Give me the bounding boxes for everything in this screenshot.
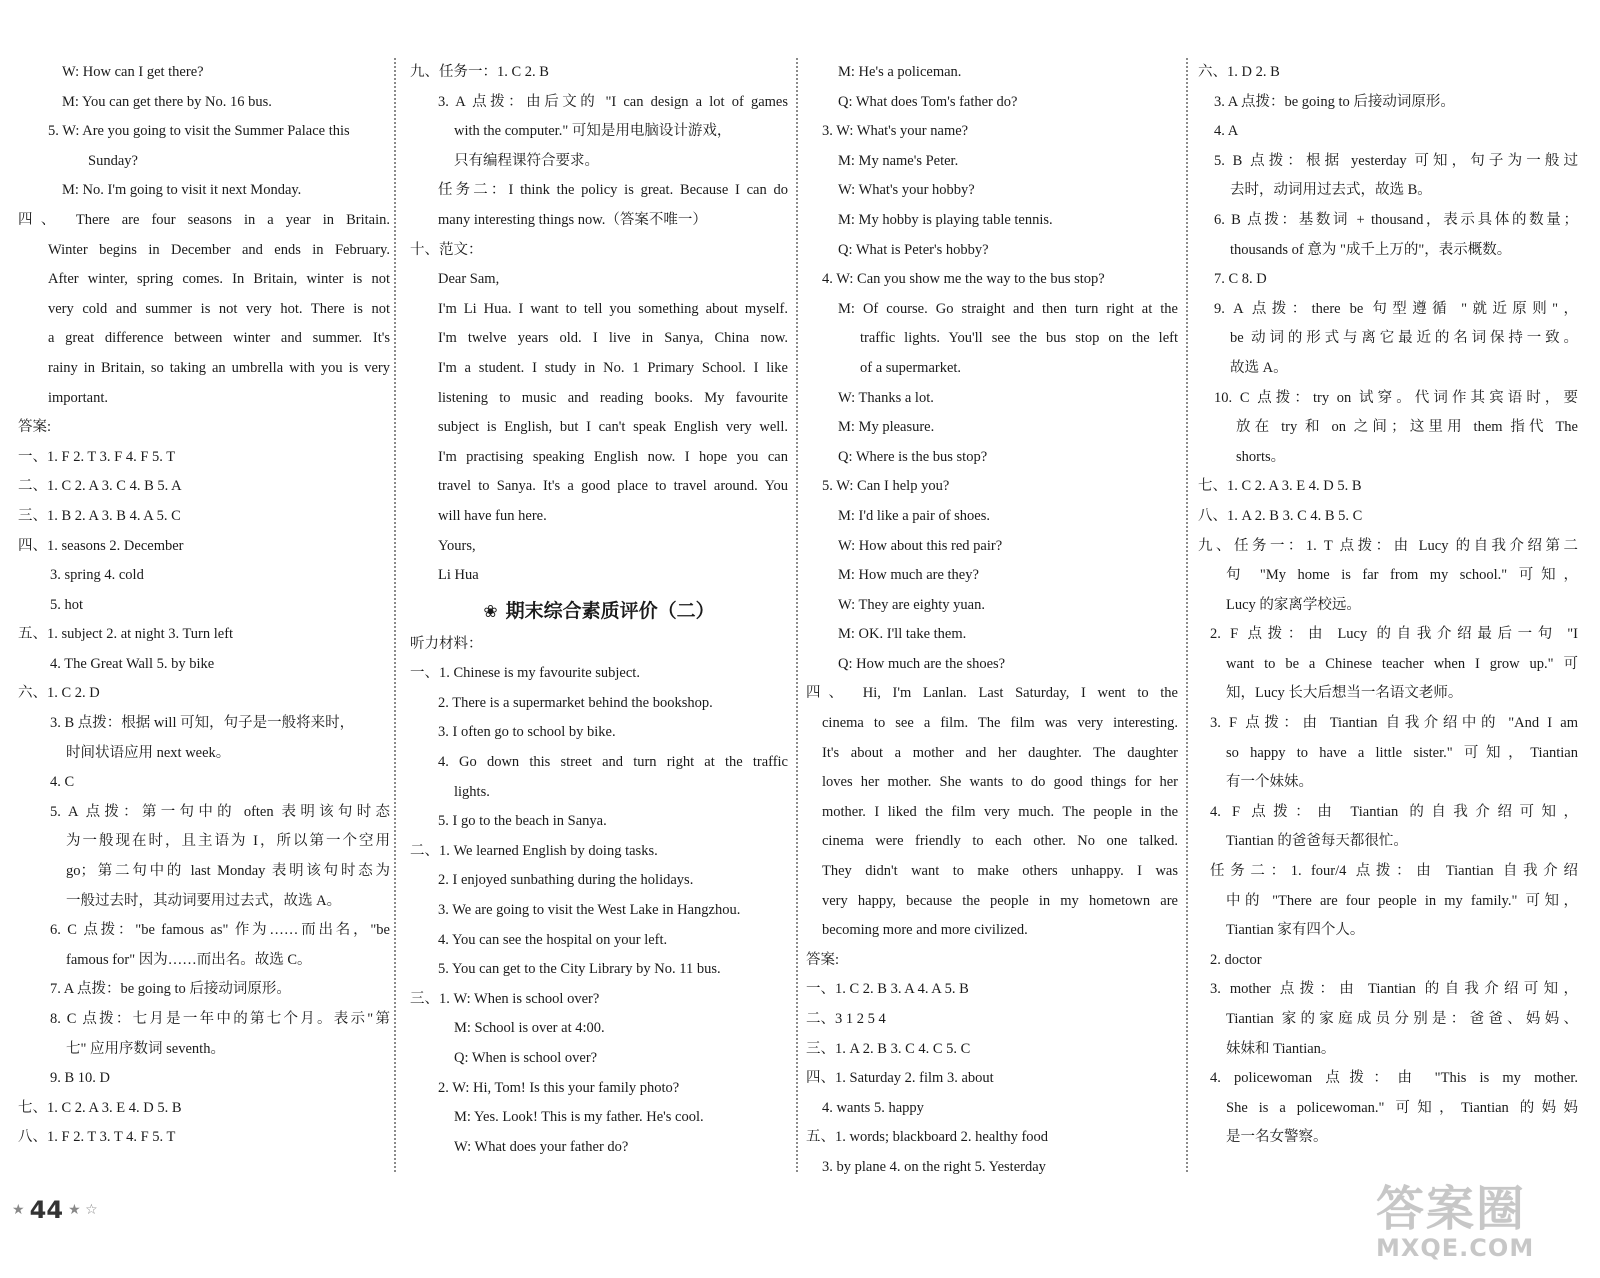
text-line: many interesting things now.（答案不唯一） bbox=[438, 211, 707, 228]
text-line: 6. C 点拨："be famous as" 作为……而出名，"be bbox=[50, 922, 390, 939]
text-line: M: My pleasure. bbox=[838, 419, 935, 436]
text-line: 4. The Great Wall 5. by bike bbox=[50, 655, 215, 672]
text-line: W: What's your hobby? bbox=[838, 182, 975, 199]
text-line: important. bbox=[48, 389, 109, 406]
watermark-text: 答案圈 bbox=[1376, 1181, 1527, 1237]
text-line: 是一名女警察。 bbox=[1226, 1129, 1328, 1146]
text-line: 七、1. C 2. A 3. E 4. D 5. B bbox=[1198, 478, 1362, 495]
text-line: 9. A 点拨：there be 句型遵循 "就近原则"， bbox=[1214, 300, 1578, 317]
text-line: 2. I enjoyed sunbathing during the holidays. bbox=[438, 872, 694, 889]
text-line: 一、1. Chinese is my favourite subject. bbox=[410, 665, 640, 682]
text-line: of a supermarket. bbox=[860, 359, 962, 376]
text-line: M: You can get there by No. 16 bus. bbox=[62, 93, 272, 110]
text-line: 10. C 点拨：try on 试穿。代词作其宾语时，要 bbox=[1214, 389, 1578, 406]
text-line: I'm a student. I study in No. 1 Primary School. I like bbox=[438, 359, 788, 376]
text-line: listening to music and reading books. My favourite bbox=[438, 389, 788, 406]
text-line: 4. C bbox=[50, 774, 75, 791]
text-line: 三、1. W: When is school over? bbox=[410, 990, 600, 1007]
text-line: They didn't want to make others unhappy. I was bbox=[822, 863, 1178, 880]
page-footer bbox=[12, 1196, 98, 1224]
text-line: famous for" 因为……而出名。故选 C。 bbox=[66, 951, 312, 968]
text-line: Q: Where is the bus stop? bbox=[838, 448, 988, 465]
text-line: 五、1. subject 2. at night 3. Turn left bbox=[18, 626, 234, 643]
text-line: loves her mother. She wants to do good things for her bbox=[822, 774, 1178, 791]
text-line: travel to Sanya. It's a good place to travel around. You bbox=[438, 478, 788, 495]
column-divider bbox=[796, 58, 798, 1172]
text-line: 九、任务一：1. C 2. B bbox=[410, 64, 549, 80]
text-line: 4. Go down this street and turn right at the traffic bbox=[438, 754, 788, 771]
text-line: 3. A 点拨：be going to 后接动词原形。 bbox=[1214, 93, 1455, 110]
text-line: W: Thanks a lot. bbox=[838, 389, 934, 406]
watermark-url: MXQE.COM bbox=[1376, 1234, 1535, 1262]
text-line: rainy in Britain, so taking an umbrella with you is very bbox=[48, 359, 390, 376]
text-line: 4. You can see the hospital on your left. bbox=[438, 931, 668, 948]
text-line: mother. I liked the film very much. The people in the bbox=[822, 803, 1178, 820]
text-line: M: School is over at 4:00. bbox=[454, 1020, 605, 1037]
text-line: 八、1. A 2. B 3. C 4. B 5. C bbox=[1198, 507, 1363, 524]
text-line: subject is English, but I can't speak English very well. bbox=[438, 419, 788, 436]
text-line: 任务二：I think the policy is great. Because I can do bbox=[438, 182, 788, 199]
text-line: 二、1. C 2. A 3. C 4. B 5. A bbox=[18, 478, 182, 495]
text-line: She is a policewoman." 可知，Tiantian 的妈妈 bbox=[1226, 1099, 1578, 1116]
text-line: 只有编程课符合要求。 bbox=[454, 152, 599, 169]
text-line: 5. You can get to the City Library by No. 11 bus. bbox=[438, 961, 721, 978]
text-line: M: My hobby is playing table tennis. bbox=[838, 211, 1053, 228]
text-line: 3. We are going to visit the West Lake in Hangzhou. bbox=[438, 902, 741, 919]
text-line: 4. policewoman 点拨：由 "This is my mother. bbox=[1210, 1070, 1578, 1087]
text-line: M: Yes. Look! This is my father. He's cool. bbox=[454, 1109, 704, 1126]
text-line: 3. spring 4. cold bbox=[50, 567, 144, 584]
text-line: 中的 "There are four people in my family." 可知， bbox=[1226, 892, 1578, 909]
text-line: 3. B 点拨：根据 will 可知，句子是一般将来时， bbox=[50, 715, 355, 732]
text-line: 2. F 点拨：由 Lucy 的自我介绍最后一句 "I bbox=[1210, 626, 1578, 643]
text-line: 3. A 点拨：由后文的 "I can design a lot of games bbox=[438, 93, 788, 110]
text-line: 5. hot bbox=[50, 596, 84, 613]
text-line: M: Of course. Go straight and then turn right at the bbox=[838, 300, 1178, 317]
text-line: 7. C 8. D bbox=[1214, 271, 1267, 288]
text-line: 7. A 点拨：be going to 后接动词原形。 bbox=[50, 981, 291, 998]
section-title bbox=[410, 593, 788, 630]
column-divider bbox=[1186, 58, 1188, 1172]
text-line: Yours, bbox=[438, 537, 476, 554]
text-line: very cold and summer is not very hot. There is not bbox=[48, 300, 390, 317]
text-line: 四、 There are four seasons in a year in Britain. bbox=[18, 211, 390, 228]
text-line: be 动词的形式与离它最近的名词保持一致。 bbox=[1230, 330, 1578, 347]
text-line: 四、1. Saturday 2. film 3. about bbox=[806, 1070, 994, 1087]
column-4 bbox=[1198, 58, 1578, 1153]
text-line: shorts。 bbox=[1236, 448, 1286, 465]
text-line: 一般过去时，其动词要用过去式，故选 A。 bbox=[66, 892, 342, 909]
text-line: so happy to have a little sister." 可知，Tiantian bbox=[1226, 744, 1578, 761]
text-line: Winter begins in December and ends in February. bbox=[48, 241, 390, 258]
text-line: 故选 A。 bbox=[1230, 359, 1288, 376]
text-line: 3. I often go to school by bike. bbox=[438, 724, 616, 741]
text-line: 六、1. C 2. D bbox=[18, 685, 100, 702]
page-number: 44 bbox=[29, 1196, 64, 1224]
text-line: 知，Lucy 长大后想当一名语文老师。 bbox=[1226, 685, 1463, 702]
text-line: 5. A 点拨：第一句中的 often 表明该句时态 bbox=[50, 803, 390, 820]
text-line: 放在 try 和 on 之间；这里用 them 指代 The bbox=[1236, 419, 1578, 436]
text-line: M: He's a policeman. bbox=[838, 64, 962, 80]
text-line: M: My name's Peter. bbox=[838, 152, 959, 169]
text-line: 4. A bbox=[1214, 123, 1239, 140]
text-line: 九、任务一：1. T 点拨：由 Lucy 的自我介绍第二 bbox=[1198, 537, 1578, 554]
text-line: 答案: bbox=[806, 951, 840, 968]
text-line: 5. B 点拨：根据 yesterday 可知，句子为一般过 bbox=[1214, 152, 1578, 169]
text-line: M: No. I'm going to visit it next Monday. bbox=[62, 182, 302, 199]
text-line: lights. bbox=[454, 783, 490, 800]
text-line: W: They are eighty yuan. bbox=[838, 596, 985, 613]
text-line: 三、1. A 2. B 3. C 4. C 5. C bbox=[806, 1040, 971, 1057]
text-line: 一、1. F 2. T 3. F 4. F 5. T bbox=[18, 448, 176, 465]
text-line: 6. B 点拨：基数词 + thousand，表示具体的数量； bbox=[1214, 211, 1578, 228]
text-line: After winter, spring comes. In Britain, winter is not bbox=[48, 271, 390, 288]
text-line: 4. wants 5. happy bbox=[822, 1099, 924, 1116]
text-line: 8. C 点拨：七月是一年中的第七个月。表示"第 bbox=[50, 1011, 390, 1027]
column-divider bbox=[394, 58, 396, 1172]
text-line: a great difference between winter and summer. It's bbox=[48, 330, 390, 347]
text-line: Lucy 的家离学校远。 bbox=[1226, 596, 1361, 613]
text-line: becoming more and more civilized. bbox=[822, 922, 1028, 939]
text-line: cinema were friendly to each other. No one talked. bbox=[822, 833, 1178, 850]
text-line: 2. There is a supermarket behind the bookshop. bbox=[438, 694, 713, 711]
text-line: I'm practising speaking English now. I hope you can bbox=[438, 448, 788, 465]
text-line: 4. F 点拨：由 Tiantian 的自我介绍可知， bbox=[1210, 803, 1578, 820]
text-line: 去时，动词用过去式，故选 B。 bbox=[1230, 182, 1432, 199]
text-line: 3. mother 点拨：由 Tiantian 的自我介绍可知， bbox=[1210, 981, 1578, 998]
column-1 bbox=[18, 58, 390, 1153]
text-line: Q: How much are the shoes? bbox=[838, 655, 1006, 672]
text-line: 5. I go to the beach in Sanya. bbox=[438, 813, 607, 830]
text-line: traffic lights. You'll see the bus stop on the left bbox=[860, 330, 1178, 347]
text-line: thousands of 意为 "成千上万的"，表示概数。 bbox=[1230, 241, 1512, 258]
text-line: I'm twelve years old. I live in Sanya, China now. bbox=[438, 330, 788, 347]
text-line: 时间状语应用 next week。 bbox=[66, 744, 231, 761]
text-line: M: OK. I'll take them. bbox=[838, 626, 967, 643]
text-line: 2. W: Hi, Tom! Is this your family photo? bbox=[438, 1079, 680, 1096]
text-line: Tiantian 家的家庭成员分别是：爸爸、妈妈、 bbox=[1226, 1011, 1578, 1027]
text-line: 二、3 1 2 5 4 bbox=[806, 1011, 886, 1027]
text-line: 十、范文： bbox=[410, 241, 483, 258]
column-3 bbox=[806, 58, 1178, 1183]
text-line: 4. W: Can you show me the way to the bus stop? bbox=[822, 271, 1105, 288]
column-2 bbox=[410, 58, 788, 1162]
text-line: will have fun here. bbox=[438, 507, 547, 524]
text-line: M: How much are they? bbox=[838, 567, 979, 584]
text-line: Li Hua bbox=[438, 567, 479, 584]
text-line: 一、1. C 2. B 3. A 4. A 5. B bbox=[806, 981, 969, 998]
star-icon: ★ ☆ bbox=[68, 1202, 98, 1218]
text-line: 句 "My home is far from my school." 可知， bbox=[1226, 567, 1578, 584]
text-line: 5. W: Are you going to visit the Summer Palace this bbox=[48, 123, 350, 140]
text-line: Q: When is school over? bbox=[454, 1050, 598, 1066]
text-line: Tiantian 家有四个人。 bbox=[1226, 922, 1365, 939]
text-line: 有一个妹妹。 bbox=[1226, 774, 1313, 791]
text-line: 四、 Hi, I'm Lanlan. Last Saturday, I went to the bbox=[806, 685, 1178, 702]
text-line: I'm Li Hua. I want to tell you something about myself. bbox=[438, 300, 788, 317]
text-line: 八、1. F 2. T 3. T 4. F 5. T bbox=[18, 1129, 176, 1146]
star-icon: ★ bbox=[12, 1202, 25, 1218]
text-line: 为一般现在时，且主语为 I，所以第一个空用 bbox=[66, 833, 390, 850]
section-title-text: 期末综合素质评价（二） bbox=[505, 599, 715, 622]
text-line: cinema to see a film. The film was very interesting. bbox=[822, 715, 1178, 732]
watermark-logo bbox=[1376, 1181, 1576, 1268]
paw-icon: ❀ bbox=[483, 601, 498, 622]
text-line: W: What does your father do? bbox=[454, 1138, 629, 1155]
text-line: 二、1. We learned English by doing tasks. bbox=[410, 842, 658, 859]
text-line: W: How can I get there? bbox=[62, 64, 204, 80]
text-line: 六、1. D 2. B bbox=[1198, 64, 1280, 80]
text-line: 5. W: Can I help you? bbox=[822, 478, 950, 495]
text-line: 七" 应用序数词 seventh。 bbox=[66, 1040, 225, 1057]
text-line: 妹妹和 Tiantian。 bbox=[1226, 1040, 1336, 1057]
text-line: 任务二：1. four/4 点拨：由 Tiantian 自我介绍 bbox=[1210, 863, 1578, 880]
text-line: Sunday? bbox=[88, 152, 138, 169]
text-line: go；第二句中的 last Monday 表明该句时态为 bbox=[66, 863, 390, 880]
text-line: 四、1. seasons 2. December bbox=[18, 537, 184, 554]
text-line: M: I'd like a pair of shoes. bbox=[838, 507, 991, 524]
text-line: 9. B 10. D bbox=[50, 1070, 111, 1087]
text-line: 答案: bbox=[18, 419, 52, 436]
text-line: 听力材料： bbox=[410, 635, 483, 652]
text-line: with the computer." 可知是用电脑设计游戏， bbox=[454, 123, 732, 140]
text-line: 3. by plane 4. on the right 5. Yesterday bbox=[822, 1158, 1046, 1175]
text-line: Tiantian 的爸爸每天都很忙。 bbox=[1226, 833, 1408, 850]
text-line: 2. doctor bbox=[1210, 951, 1262, 968]
text-line: 五、1. words; blackboard 2. healthy food bbox=[806, 1129, 1049, 1146]
text-line: Q: What does Tom's father do? bbox=[838, 93, 1018, 110]
text-line: It's about a mother and her daughter. The daughter bbox=[822, 744, 1178, 761]
text-line: Q: What is Peter's hobby? bbox=[838, 241, 989, 258]
text-line: 三、1. B 2. A 3. B 4. A 5. C bbox=[18, 507, 181, 524]
text-line: W: How about this red pair? bbox=[838, 537, 1003, 554]
text-line: 3. F 点拨：由 Tiantian 自我介绍中的 "And I am bbox=[1210, 715, 1578, 732]
text-line: 七、1. C 2. A 3. E 4. D 5. B bbox=[18, 1099, 182, 1116]
text-line: Dear Sam, bbox=[438, 271, 500, 288]
text-line: want to be a Chinese teacher when I grow up." 可 bbox=[1226, 655, 1578, 672]
text-line: 3. W: What's your name? bbox=[822, 123, 969, 140]
text-line: very happy, because the people in my hometown are bbox=[822, 892, 1178, 909]
